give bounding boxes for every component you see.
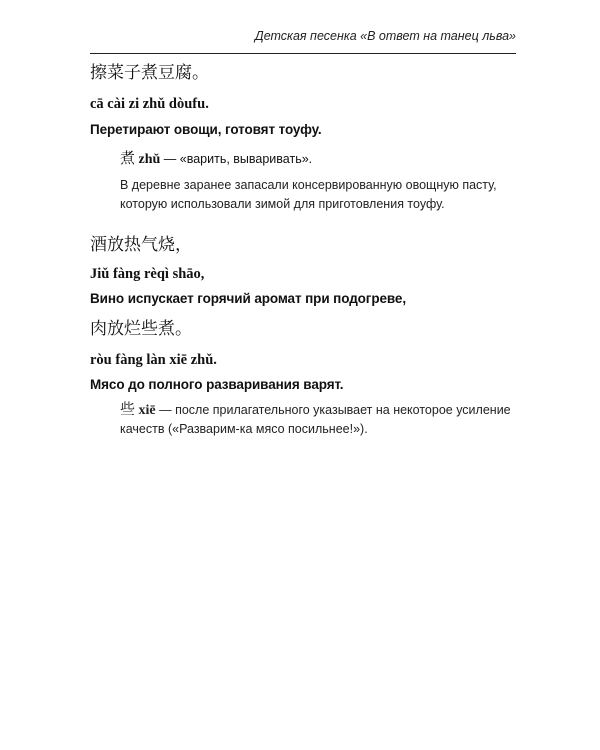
pinyin-line-1: cā cài zi zhǔ dòufu. [90,96,209,112]
note-1-char: 煮 [120,149,136,167]
page-content [90,62,516,439]
note-1-pinyin: zhǔ [138,152,161,167]
note-2-pinyin: xiē [138,403,156,418]
translation-line-2: Вино испускает горячий аромат при подогреве, [90,291,406,306]
note-1-text: В деревне заранее запасали консервированную овощную пасту, которую использовали зимой для приготовления тоуфу. [120,178,497,211]
pinyin-line-3: ròu fàng làn xiē zhǔ. [90,352,217,368]
translation-line-3: Мясо до полного разваривания варят. [90,377,344,392]
note-1-gloss: — «варить, вываривать». [163,152,313,166]
chinese-line-3: 肉放烂些煮。 [90,319,192,339]
note-2-gloss: — после прилагательного указывает на некоторое усиление качеств («Разварим-ка мясо посильнее!»). [120,403,511,436]
note-1-head [120,147,516,168]
running-header: Детская песенка «В ответ на танец льва» [254,29,516,43]
note-2 [120,400,516,439]
note-1 [120,147,516,214]
pinyin-line-2: Jiǔ fàng rèqì shāo, [90,266,205,282]
chinese-line-1: 擦菜子煮豆腐。 [90,63,209,83]
translation-line-1: Перетирают овощи, готовят тоуфу. [90,122,322,137]
chinese-line-2: 酒放热气烧， [90,235,192,255]
note-2-char: 些 [120,400,136,418]
note-2-body [120,400,516,439]
header-rule [90,53,516,54]
